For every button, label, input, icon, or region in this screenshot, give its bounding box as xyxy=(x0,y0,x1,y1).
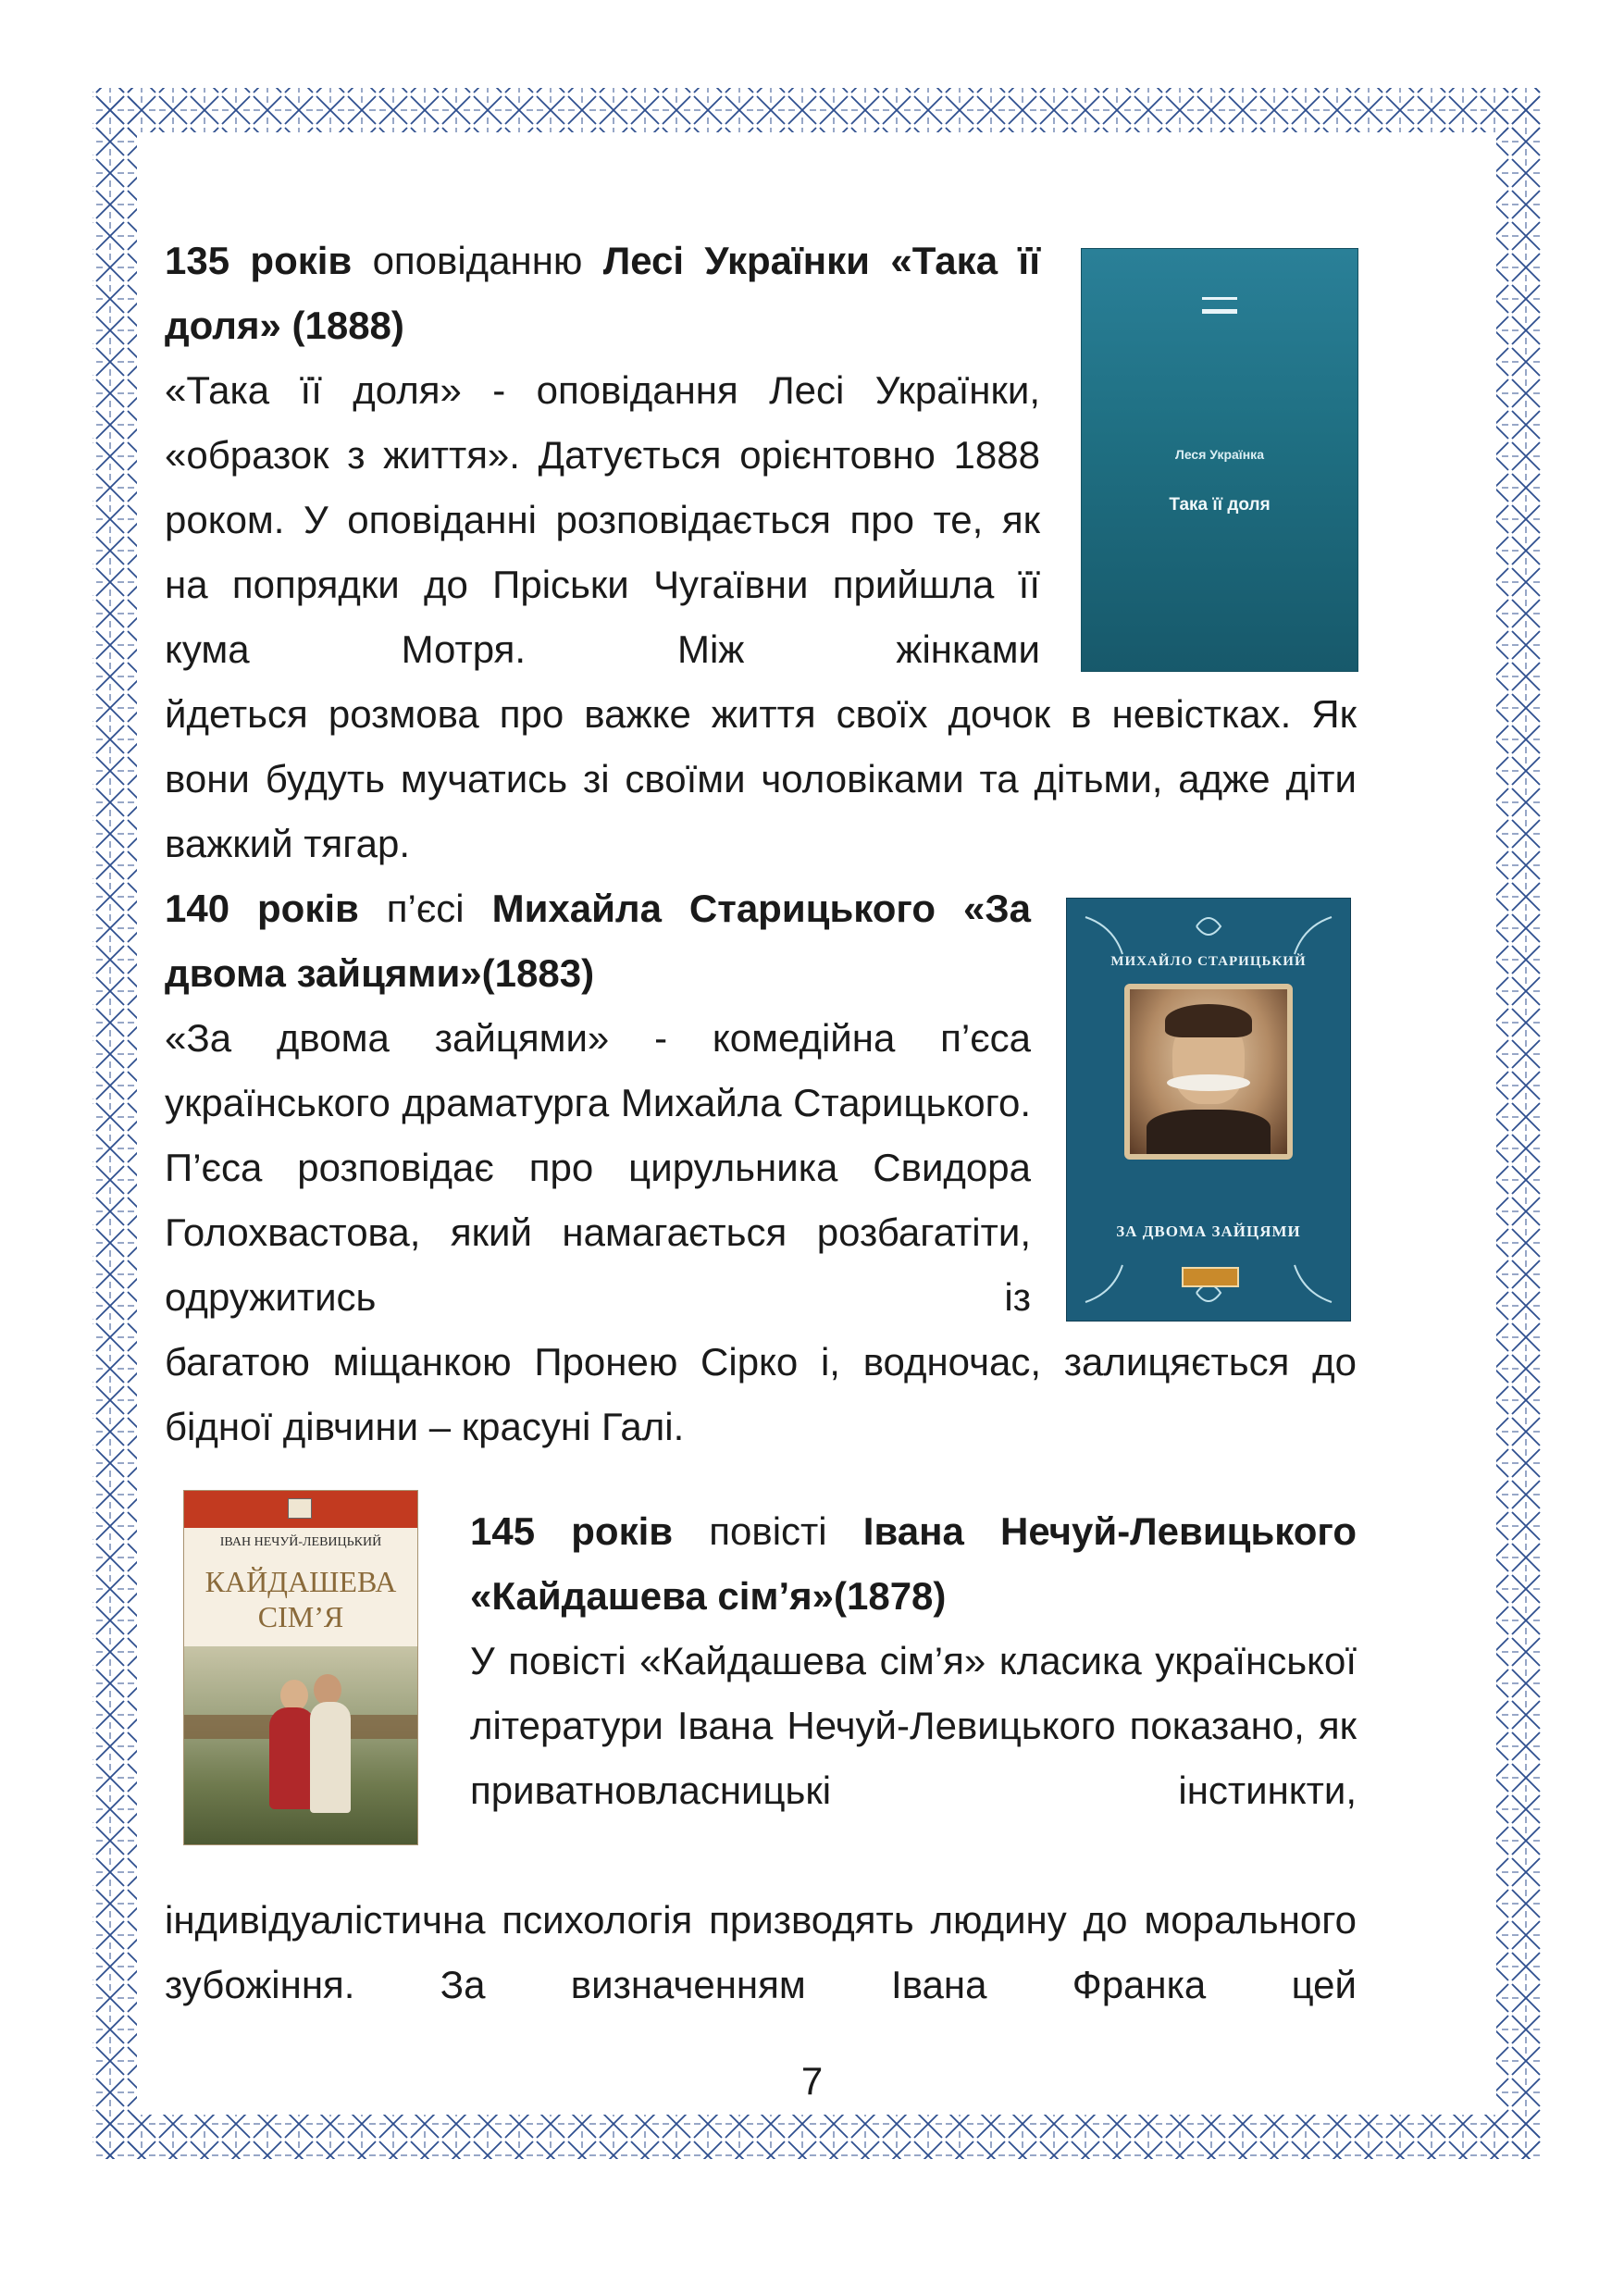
section-2-years: 140 років xyxy=(165,887,359,930)
page-number: 7 xyxy=(800,2059,824,2103)
cover-2-author: МИХАЙЛО СТАРИЦЬКИЙ xyxy=(1110,954,1307,969)
section-3-body-b: індивідуалістична психологія призводять людину до морального зубожіння. За визначенням Івана Франка цей xyxy=(165,1898,1357,2006)
crown-icon xyxy=(1202,297,1237,314)
cover-1-author: Леся Українка xyxy=(1175,447,1264,462)
cover-3-author: ІВАН НЕЧУЙ-ЛЕВИЦЬКИЙ xyxy=(219,1535,382,1549)
section-2-genre: п’єсі xyxy=(386,887,465,930)
section-2-date: (1883) xyxy=(481,951,595,995)
section-3-date: (1878) xyxy=(834,1574,947,1618)
section-2-author: Михайла Старицького xyxy=(491,887,936,930)
section-3-body-a: У повісті «Кайдашева сім’я» класика української літератури Івана Нечуй-Левицького показано, як приватновласницькі інстинкти, xyxy=(470,1639,1357,1812)
book-cover-taka-yii-dolia xyxy=(1081,248,1358,672)
cover-2-title: ЗА ДВОМА ЗАЙЦЯМИ xyxy=(1116,1222,1301,1240)
section-2-title: «За двома зайцями» xyxy=(165,887,1031,995)
section-1-body-b: йдеться розмова про важке життя своїх дочок в невістках. Як вони будуть мучатись зі своїми чоловіками та дітьми, адже діти важкий тягар. xyxy=(165,692,1357,865)
section-1-intro xyxy=(165,229,1040,682)
section-2-body-a: «За двома зайцями» - комедійна п’єса українського драматурга Михайла Старицького. П’єса розповідає про цирульника Свидора Голохвастова, який намагається розбагатіти, одружитись із xyxy=(165,1016,1031,1319)
section-1-title: «Така її доля» xyxy=(165,239,1041,347)
painting-icon xyxy=(184,1646,417,1844)
cover-3-title-line1: КАЙДАШЕВА xyxy=(205,1565,397,1598)
book-cover-kaidasheva-simia xyxy=(183,1490,418,1845)
section-1-author: Лесі Українки xyxy=(602,239,870,282)
section-3-intro xyxy=(470,1499,1357,1823)
section-3-years: 145 років xyxy=(470,1509,674,1553)
section-2-intro xyxy=(165,876,1031,1330)
section-3-genre: повісті xyxy=(709,1509,827,1553)
book-cover-za-dvoma-zaitsiamy xyxy=(1066,898,1351,1322)
section-3-author: Івана Нечуй-Левицького xyxy=(862,1509,1357,1553)
section-1-body-a: «Така її доля» - оповідання Лесі Українки, «образок з життя». Датується орієнтовно 1888 роком. У оповіданні розповідається про те, як на попрядки до Пріськи Чугаївни прийшла її кума Мотря. Між жінками xyxy=(165,368,1040,671)
section-2-body-b: багатою міщанкою Пронею Сірко і, водночас, залицяється до бідної дівчини – красуні Галі. xyxy=(165,1340,1357,1448)
section-1-genre: оповіданню xyxy=(372,239,583,282)
portrait-icon xyxy=(1124,984,1293,1160)
section-3-title: «Кайдашева сім’я» xyxy=(470,1574,834,1618)
section-1-years: 135 років xyxy=(165,239,353,282)
book-icon xyxy=(288,1498,312,1519)
section-1-date: (1888) xyxy=(291,304,404,347)
cover-3-title-line2: СІМ’Я xyxy=(257,1600,344,1633)
cover-1-title: Така її доля xyxy=(1169,495,1271,515)
publisher-badge xyxy=(1182,1267,1239,1287)
